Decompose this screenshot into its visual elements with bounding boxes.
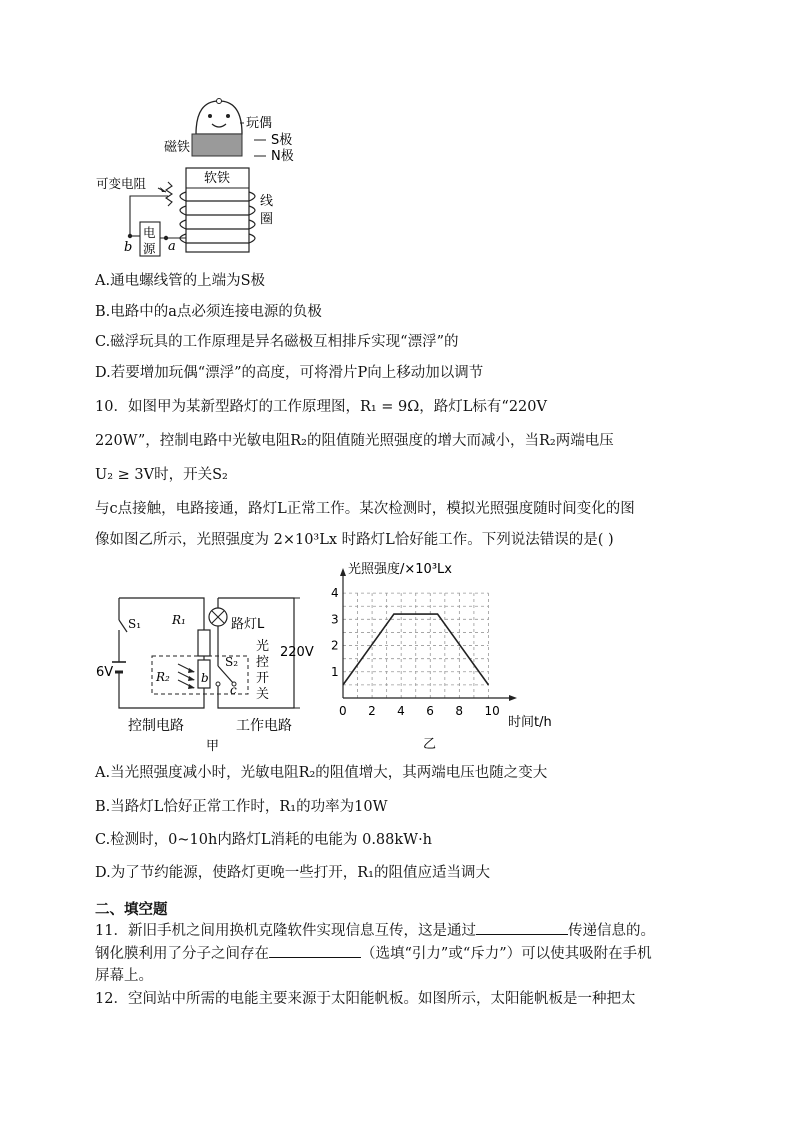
light-switch-label-3: 开 [256, 671, 270, 686]
q10-option-c: C.检测时，0~10h内路灯L消耗的电能为 0.88kW·h [95, 832, 433, 848]
light-intensity-chart [326, 560, 566, 756]
point-b-jia-label: b [201, 671, 209, 685]
q10-option-d: D.为了节约能源，使路灯更晚一些打开，R₁的阻值应适当调大 [95, 865, 490, 881]
q11-line2-text-b: （选填“引力”或“斥力”）可以使其吸附在手机 [361, 946, 652, 962]
r2-label: R₂ [156, 670, 170, 684]
q10-stem-line2: 220W”，控制电路中光敏电阻R₂的阻值随光照强度的增大而减小，当R₂两端电压 [95, 433, 614, 449]
y-tick-label: 1 [331, 664, 339, 679]
coil-label-2: 圈 [260, 212, 274, 227]
chart-y-axis-label: 光照强度/×10³Lx [348, 562, 452, 577]
y-axis-arrow [340, 568, 346, 576]
q10-stem-line5: 像如图乙所示，光照强度为 2×10³Lx 时路灯L恰好能工作。下列说法错误的是( ) [95, 532, 614, 548]
source-label-2: 源 [143, 241, 156, 256]
rheostat-label: 可变电阻 [96, 176, 147, 191]
q11-line1-text-a: 11．新旧手机之间用换机克隆软件实现信息互传，这是通过 [95, 923, 476, 939]
y-tick-label: 3 [331, 612, 339, 627]
light-arrows [178, 664, 194, 688]
work-circuit-label: 工作电路 [236, 718, 292, 734]
x-tick-label: 0 [339, 704, 347, 718]
n-pole-label: N极 [271, 149, 294, 164]
circuit-figure-jia [94, 580, 334, 756]
q11-line1-text-b: 传递信息的。 [567, 923, 655, 939]
q11-line3: 屏幕上。 [95, 968, 153, 984]
q11-blank-1[interactable] [476, 920, 568, 935]
q9-option-d: D.若要增加玩偶“漂浮”的高度，可将滑片P向上移动加以调节 [95, 365, 484, 381]
figure-jia-caption: 甲 [206, 739, 220, 754]
light-switch-label-1: 光 [256, 639, 270, 654]
doll-head [196, 101, 242, 134]
soft-iron-label: 软铁 [204, 171, 231, 186]
source-label-1: 电 [143, 225, 156, 240]
q11-line1 [95, 920, 655, 941]
r1-label: R₁ [172, 613, 186, 627]
q10-option-b: B.当路灯L恰好正常工作时，R₁的功率为10W [95, 799, 388, 815]
maglev-figure [88, 96, 318, 260]
q10-stem-line3: U₂ ≥ 3V时，开关S₂ [95, 467, 228, 483]
light-switch-label-2: 控 [256, 655, 270, 670]
toy-label: 玩偶 [246, 116, 273, 131]
q12-line1: 12．空间站中所需的电能主要来源于太阳能帆板。如图所示，太阳能帆板是一种把太 [95, 991, 636, 1007]
x-tick-label: 10 [484, 704, 500, 718]
magnet-label: 磁铁 [164, 140, 191, 155]
chart-axes [340, 568, 517, 701]
rheostat-zigzag [166, 182, 172, 206]
magnet-block [192, 134, 242, 156]
q11-blank-2[interactable] [269, 943, 361, 958]
figure-yi-caption: 乙 [423, 737, 437, 752]
q9-option-a: A.通电螺线管的上端为S极 [95, 273, 266, 289]
point-b-label: b [124, 240, 133, 255]
battery-6v-label: 6V [96, 665, 114, 680]
switch-s1 [119, 620, 127, 632]
chart-x-axis-label: 时间t/h [508, 715, 552, 730]
y-tick-label: 4 [331, 586, 339, 601]
s1-label: S₁ [128, 617, 142, 631]
q11-line2-text-a: 钢化膜利用了分子之间存在 [95, 946, 269, 962]
lamp-label: 路灯L [231, 617, 265, 632]
x-tick-label: 8 [455, 704, 464, 718]
x-tick-label: 6 [426, 704, 434, 718]
chart-grid [343, 593, 488, 698]
coil-label-1: 线 [260, 194, 274, 209]
x-tick-label: 4 [397, 704, 405, 718]
light-switch-label-4: 关 [256, 687, 270, 702]
voltage-220v-label: 220V [280, 645, 314, 660]
y-tick-label: 2 [331, 638, 339, 653]
s2-label: S₂ [225, 655, 239, 669]
s-pole-label: S极 [271, 133, 293, 148]
q10-stem-line4: 与c点接触，电路接通，路灯L正常工作。某次检测时，模拟光照强度随时间变化的图 [95, 501, 635, 517]
control-circuit-label: 控制电路 [128, 718, 184, 734]
q11-line2 [95, 943, 652, 964]
x-tick-label: 2 [368, 704, 376, 718]
point-c-label: c [230, 683, 237, 697]
q9-option-c: C.磁浮玩具的工作原理是异名磁极互相排斥实现“漂浮”的 [95, 334, 459, 350]
resistor-r1 [198, 630, 210, 656]
point-a-label: a [168, 239, 176, 254]
x-axis-arrow [509, 695, 517, 701]
q9-option-b: B.电路中的a点必须连接电源的负极 [95, 304, 322, 320]
q10-option-a: A.当光照强度减小时，光敏电阻R₂的阻值增大，其两端电压也随之变大 [95, 765, 548, 781]
section-heading-fill-blank: 二、填空题 [95, 902, 168, 918]
q10-stem-line1: 10．如图甲为某新型路灯的工作原理图，R₁ = 9Ω，路灯L标有“220V [95, 399, 547, 415]
